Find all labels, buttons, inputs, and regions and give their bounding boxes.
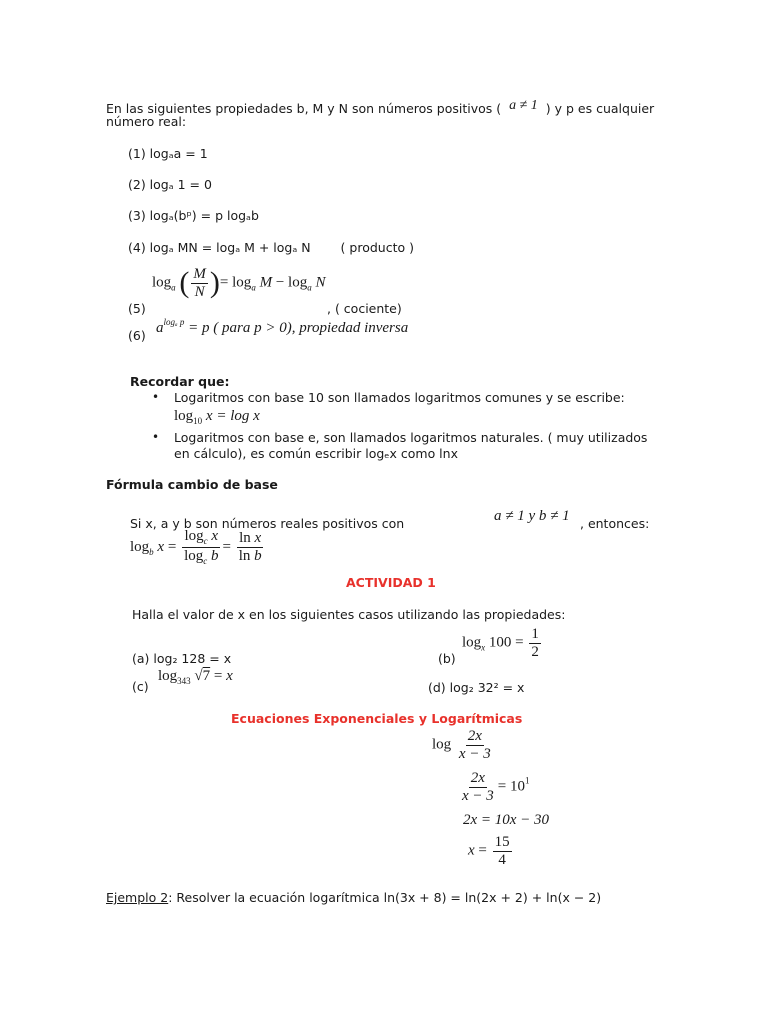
bullet-icon: • (152, 430, 160, 444)
property-5-label: (5) (128, 301, 146, 316)
cambio-condition: a ≠ 1 y b ≠ 1 (494, 508, 570, 524)
recordar-bullet-1: Logaritmos con base 10 son llamados logaritmos comunes y se escribe: (174, 390, 625, 405)
exercise-c-label: (c) (132, 679, 149, 694)
exercise-d: (d) log₂ 32² = x (428, 680, 525, 695)
exercise-b-formula: $\log_x 100$ = $\frac{1}{2}$ (462, 626, 539, 660)
exercise-c-formula: $\log_{343} √7 = x$ (158, 668, 233, 686)
condition-formula: a ≠ 1 (509, 98, 538, 113)
recordar-title: Recordar que: (130, 374, 230, 389)
cambio-title: Fórmula cambio de base (106, 477, 278, 492)
inverse-formula: $a^{log_a p} = p$ ( para p > 0), propiedad inversa (156, 317, 409, 336)
exercise-a: (a) log₂ 128 = x (132, 651, 232, 666)
property-2: (2) logₐ 1 = 0 (128, 177, 212, 192)
log10-formula: $\log_{10} x = \log x$ (174, 408, 260, 426)
property-6-label: (6) (128, 328, 146, 343)
ejemplo-2: Ejemplo 2: Resolver la ecuación logarítmica ln(3x + 8) = ln(2x + 2) + ln(x − 2) (106, 890, 602, 905)
equation-step-3: 2x = 10x − 30 (463, 812, 550, 828)
equation-step-1: log $\frac{2x}{x - 3}$ (432, 728, 491, 762)
ecuaciones-title: Ecuaciones Exponenciales y Logarítmicas (231, 711, 523, 726)
property-3: (3) logₐ(bᵖ) = p logₐb (128, 208, 259, 223)
property-1: (1) logₐa = 1 (128, 146, 208, 161)
change-of-base-formula: $\log_b x$ = $\frac{\log_c x}{\log_c b}$ = $\frac{\text{ln x}}{\text{ln b}}$ (130, 528, 262, 566)
recordar-bullet-2b: en cálculo), es común escribir logₑx como lnx (174, 446, 458, 461)
equation-step-2: $\frac{2x}{x - 3}$ = $10^1$ (462, 770, 530, 804)
equation-step-4: x = $\frac{15}{4}$ (468, 834, 510, 868)
intro-line-2: número real: (106, 114, 187, 129)
cambio-text: Si x, a y b son números reales positivos con (130, 516, 405, 531)
property-5-note: , ( cociente) (327, 301, 402, 316)
recordar-bullet-2a: Logaritmos con base e, son llamados logaritmos naturales. ( muy utilizados (174, 430, 648, 445)
exercise-b-label: (b) (438, 651, 456, 666)
property-4: (4) logₐ MN = logₐ M + logₐ N ( producto ) (128, 240, 414, 255)
actividad-instructions: Halla el valor de x en los siguientes casos utilizando las propiedades: (132, 607, 566, 622)
intro-line-1: En las siguientes propiedades b, M y N son números positivos ( a ≠ 1 ) y p es cualquier (106, 98, 655, 116)
actividad-title: ACTIVIDAD 1 (346, 575, 436, 590)
cambio-text-end: , entonces: (580, 516, 650, 531)
bullet-icon: • (152, 390, 160, 404)
quotient-formula: $\log_a$ ( $\frac{M}{N}$ )= $\log_a M - \log_a N$ (152, 266, 326, 300)
